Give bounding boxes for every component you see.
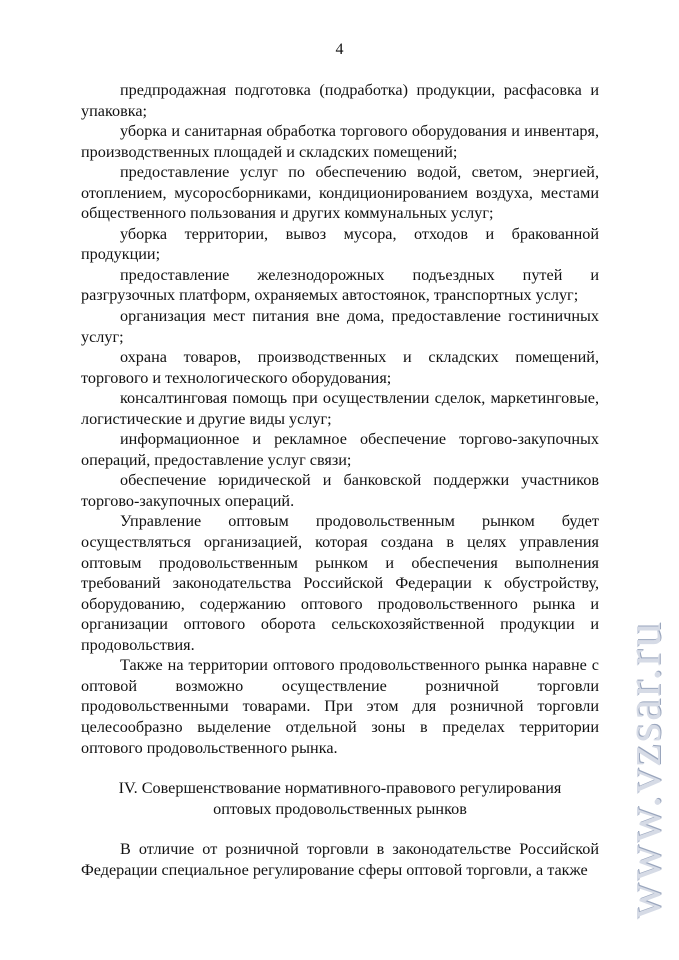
- section-spacer: [81, 819, 599, 839]
- body-paragraph: Управление оптовым продовольственным рынком будет осуществляться организацией, которая создана в целях управления оптовым продовольственным рынком и обеспечения выполнения требований законодательства Российской Федерации к обустройству, оборудованию, содержанию оптового продовольственного рынка и организации оптового оборота сельскохозяйственной продукции и продовольствия.: [81, 512, 599, 654]
- section-spacer: [81, 758, 599, 778]
- body-paragraph: В отличие от розничной торговли в законодательстве Российской Федерации специальное регулирование сферы оптовой торговли, а также: [81, 840, 599, 879]
- list-item: уборка и санитарная обработка торгового оборудования и инвентаря, производственных площадей и складских помещений;: [81, 122, 599, 161]
- section-heading-line-1: IV. Совершенствование нормативного-правового регулирования: [118, 779, 562, 798]
- list-item: предоставление железнодорожных подъездных путей и разгрузочных платформ, охраняемых автостоянок, транспортных услуг;: [81, 265, 599, 305]
- list-item: охрана товаров, производственных и складских помещений, торгового и технологического оборудования;: [81, 348, 599, 387]
- list-item: организация мест питания вне дома, предоставление гостиничных услуг;: [81, 307, 599, 346]
- document-body: [81, 80, 599, 880]
- list-item: уборка территории, вывоз мусора, отходов и бракованной продукции;: [81, 224, 599, 264]
- page-number: 4: [335, 41, 344, 58]
- list-item: предпродажная подготовка (подработка) продукции, расфасовка и упаковка;: [81, 81, 599, 120]
- list-item: консалтинговая помощь при осуществлении сделок, маркетинговые, логистические и другие виды услуг;: [81, 389, 599, 428]
- section-heading-line-2: оптовых продовольственных рынков: [213, 799, 467, 818]
- list-item: информационное и рекламное обеспечение торгово-закупочных операций, предоставление услуг связи;: [81, 430, 599, 469]
- watermark: [615, 590, 671, 950]
- list-item: обеспечение юридической и банковской поддержки участников торгово-закупочных операций.: [81, 471, 599, 510]
- body-paragraph: Также на территории оптового продовольственного рынка наравне с оптовой возможно осуществление розничной торговли продовольственными товарами. При этом для розничной торговли целесообразно выделение отдельной зоны в пределах территории оптового продовольственного рынка.: [81, 656, 599, 757]
- list-item: предоставление услуг по обеспечению водой, светом, энергией, отоплением, мусоросборниками, кондиционированием воздуха, местами общественного пользования и других коммунальных услуг;: [81, 163, 599, 223]
- watermark-text: www.vzsar.ru: [615, 620, 671, 920]
